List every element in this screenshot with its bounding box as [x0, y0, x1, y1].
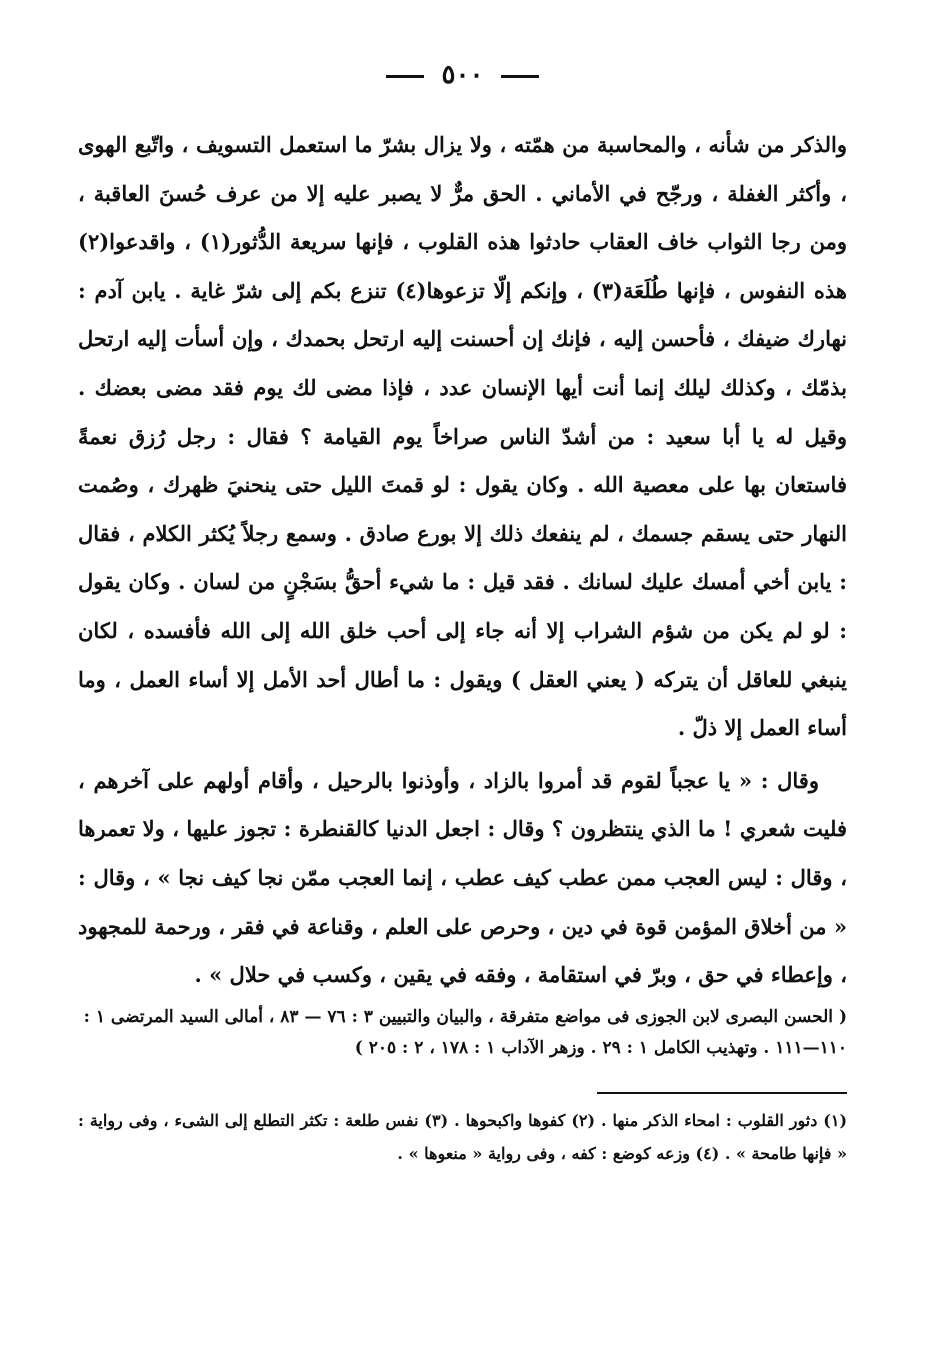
footnote-separator: [597, 1092, 847, 1094]
header-dash-left: [386, 75, 424, 78]
source-note: ( الحسن البصرى لابن الجوزى فى مواضع متفرقة ، والبيان والتبيين ٣ : ٧٦ — ٨٣ ، أمالى السيد المرتضى ١ : ١١٠—١١١ . وتهذيب الكامل ١ : ٢٩ . وزهر الآداب ١ : ١٧٨ ، ٢ : ٢٠٥ ): [83, 1006, 847, 1058]
book-page: [78, 55, 847, 1324]
paragraph-1: والذكر من شأنه ، والمحاسبة من همّته ، ولا يزال بشرّ ما استعمل التسويف ، واتّبع الهوى ، وأكثر الغفلة ، ورجّح في الأماني . الحق مرٌّ لا يصبر عليه إلا من عرف حُسنَ العاقبة ، ومن رجا الثواب خاف العقاب حادثوا هذه القلوب ، فإنها سريعة الدُّثور(١) ، واقدعوا(٢) هذه النفوس ، فإنها طُلَعَة(٣) ، وإنكم إلّا تزعوها(٤) تنزع بكم إلى شرّ غاية . يابن آدم : نهارك ضيفك ، فأحسن إليه ، فإنك إن أحسنت إليه ارتحل بحمدك ، وإن أسأت إليه ارتحل بذمّك ، وكذلك ليلك إنما أنت أيها الإنسان عدد ، فإذا مضى لك يوم فقد مضى بعضك . وقيل له يا أبا سعيد : من أشدّ الناس صراخاً يوم القيامة ؟ فقال : رجل رُزق نعمةً فاستعان بها على معصية الله . وكان يقول : لو قمتَ الليل حتى ينحنيَ ظهرك ، وصُمت النهار حتى يسقم جسمك ، لم ينفعك ذلك إلا بورع صادق . وسمع رجلاً يُكثر الكلام ، فقال : يابن أخي أمسك عليك لسانك . فقد قيل : ما شيء أحقُّ بسَجْنٍ من لسان . وكان يقول : لو لم يكن من شؤم الشراب إلا أنه جاء إلى أحب خلق الله إلى الله فأفسده ، لكان ينبغي للعاقل أن يتركه ( يعني العقل ) ويقول : ما أطال أحد الأمل إلا أساء العمل ، وما أساء العمل إلا ذلّ .: [78, 132, 847, 741]
page-number: ٥٠٠: [441, 60, 484, 90]
header-dash-right: [501, 75, 539, 78]
page-header: [78, 55, 847, 95]
paragraph-2: وقال : « يا عجباً لقوم قد أمروا بالزاد ، وأوذنوا بالرحيل ، وأقام أولهم على آخرهم ، فليت شعري ! ما الذي ينتظرون ؟ وقال : اجعل الدنيا كالقنطرة : تجوز عليها ، ولا تعمرها ، وقال : ليس العجب ممن عطب كيف عطب ، إنما العجب ممّن نجا كيف نجا » ، وقال : « من أخلاق المؤمن قوة في دين ، وحرص على العلم ، وقناعة في فقر ، ورحمة للمجهود ، وإعطاء في حق ، وبرّ في استقامة ، وفقه في يقين ، وكسب في حلال » .: [78, 767, 847, 988]
footnotes: (١) دثور القلوب : امحاء الذكر منها . (٢) كفوها واكبحوها . (٣) نفس طلعة : تكثر التطلع إلى الشىء ، وفى رواية : « فإنها طامحة » . (٤) وزعه كوضع : كفه ، وفى رواية « منعوها » .: [78, 1110, 848, 1163]
main-text: [78, 121, 847, 1000]
